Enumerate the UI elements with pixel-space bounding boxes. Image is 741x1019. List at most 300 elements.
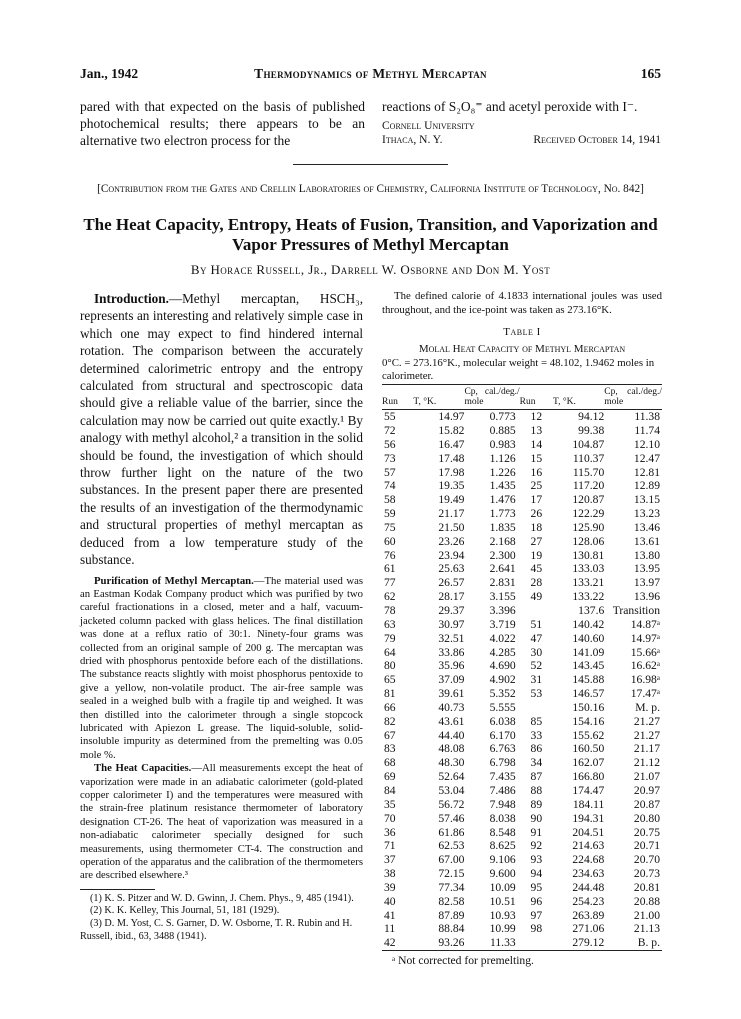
heat-capacity-cell: 7.486: [489, 783, 516, 797]
table-row: [382, 895, 662, 909]
temperature-cell: 140.60: [572, 631, 605, 645]
heat-capacity-cell: 21.07: [633, 770, 660, 784]
temperature-cell: 141.09: [572, 645, 605, 659]
heat-capacity-cell: 13.46: [633, 520, 660, 534]
heat-capacity-cell: 11.38: [634, 410, 660, 424]
run-cell: 62: [384, 590, 396, 604]
heat-capacity-cell: 5.555: [489, 700, 516, 714]
run-cell: [520, 604, 553, 618]
temperature-cell: 271.06: [572, 922, 605, 936]
table-row: [382, 936, 662, 950]
temperature-cell: 67.00: [438, 853, 465, 867]
run-cell: 80: [384, 659, 396, 673]
temperature-cell: 48.08: [438, 742, 465, 756]
temperature-cell: 33.86: [438, 645, 465, 659]
run-cell: 89: [530, 797, 543, 811]
heat-capacity-cell: 20.80: [633, 811, 660, 825]
heat-capacity-cell: 9.600: [489, 867, 516, 881]
run-cell: 56: [384, 437, 396, 451]
table-row: [382, 756, 662, 770]
previous-article-text: pared with that expected on the basis of published photochemical results; there appears to be an alternative two electron process for the: [80, 99, 365, 148]
run-cell: 38: [384, 867, 396, 881]
table-row: [382, 922, 662, 936]
temperature-cell: 82.58: [438, 894, 465, 908]
table-row: [382, 590, 662, 604]
heat-capacity-table: [382, 384, 662, 951]
temperature-cell: 88.84: [438, 922, 465, 936]
temperature-cell: 52.64: [438, 770, 465, 784]
run-cell: 69: [384, 770, 396, 784]
heat-capacity-cell: 4.285: [489, 645, 516, 659]
footnote-rule: [80, 889, 155, 890]
heat-capacity-cell: 13.15: [633, 493, 660, 507]
run-cell: 53: [530, 687, 543, 701]
run-cell: 75: [384, 520, 396, 534]
run-cell: 12: [530, 410, 543, 424]
heat-capacity-cell: 21.27: [633, 728, 660, 742]
heat-capacity-cell: 21.12: [633, 756, 660, 770]
temperature-cell: 150.16: [572, 700, 605, 714]
temperature-cell: 19.35: [438, 479, 465, 493]
heat-capacity-cell: 21.00: [633, 908, 660, 922]
run-cell: 58: [384, 493, 396, 507]
table-row: [382, 853, 662, 867]
table-row: [382, 659, 662, 673]
heat-capacity-cell: 12.89: [633, 479, 660, 493]
run-cell: 84: [384, 783, 396, 797]
footnote-3: (3) D. M. Yost, C. S. Garner, D. W. Osborne, T. R. Rubin and H. Russell, ibid., 63, 3488 (1941).: [80, 918, 353, 942]
run-cell: 70: [384, 811, 396, 825]
temperature-cell: 37.09: [438, 673, 465, 687]
table-caption: Table I: [503, 326, 541, 339]
heat-capacity-cell: 11.74: [634, 424, 660, 438]
run-cell: 13: [530, 424, 543, 438]
table-row: [382, 632, 662, 646]
temperature-cell: 99.38: [578, 424, 605, 438]
table-row: [382, 687, 662, 701]
col-run: Run: [382, 385, 413, 410]
heat-capacity-cell: 10.93: [489, 908, 516, 922]
run-cell: 37: [384, 853, 396, 867]
affiliation-block: [382, 119, 661, 147]
previous-article-text-right: reactions of S₂O₈⁼ and acetyl peroxide with I⁻.: [382, 99, 638, 114]
run-cell: 90: [530, 811, 543, 825]
temperature-cell: 117.20: [572, 479, 605, 493]
temperature-cell: 44.40: [438, 728, 465, 742]
heat-capacity-cell: 7.948: [489, 797, 516, 811]
table-row: [382, 424, 662, 438]
address-line: [382, 133, 661, 147]
run-cell: 72: [384, 424, 396, 438]
heat-capacity-cell: 21.13: [633, 922, 660, 936]
heat-capacity-cell: 17.47ᵃ: [630, 687, 660, 701]
heat-capacity-cell: 4.902: [489, 673, 516, 687]
run-cell: 88: [530, 783, 543, 797]
run-cell: 35: [384, 797, 396, 811]
run-cell: 11: [384, 922, 396, 936]
run-cell: 14: [530, 437, 543, 451]
table-row: [382, 881, 662, 895]
table-row: [382, 618, 662, 632]
run-cell: 59: [384, 507, 396, 521]
temperature-cell: 53.04: [438, 783, 465, 797]
intro-text: —Methyl mercaptan, HSCH₃, represents an interesting and relatively simple case in which one may expect to find hindered internal rotation. The comparison between the accurately determined calorimetric entropy and the entropy calculated from structural and spectroscopic data should give a reliable value of the barrier, since the calculation may now be carried out quite exactly.¹ By analogy with methyl alcohol,² a transition in the solid should be found, the investigation of which should throw further light on the nature of the two substances. In the present paper there are presented the results of an investigation of the thermodynamic and structural properties of methyl mercaptan as deduced from a low temperature study of the substance.: [80, 291, 363, 568]
heat-capacity-cell: 7.435: [489, 770, 516, 784]
table-body: [382, 410, 662, 951]
run-cell: 86: [530, 742, 543, 756]
table-row: [382, 909, 662, 923]
run-cell: 47: [530, 631, 543, 645]
right-column: [382, 290, 662, 969]
page-header: [80, 66, 661, 84]
temperature-cell: 26.57: [438, 576, 465, 590]
heat-capacity-cell: 1.476: [489, 493, 516, 507]
run-cell: 49: [530, 590, 543, 604]
temperature-cell: 128.06: [572, 534, 605, 548]
run-cell: 16: [530, 465, 543, 479]
temperature-cell: 93.26: [438, 936, 465, 950]
heat-capacity-cell: 20.87: [633, 797, 660, 811]
table-row: [382, 549, 662, 563]
run-cell: 74: [384, 479, 396, 493]
run-cell: 55: [384, 410, 396, 424]
run-cell: 87: [530, 770, 543, 784]
temperature-cell: 133.03: [572, 562, 605, 576]
heat-capacity-cell: 13.23: [633, 507, 660, 521]
temperature-cell: 234.63: [572, 867, 605, 881]
intro-heading: Introduction.: [94, 291, 169, 306]
temperature-cell: 125.90: [572, 520, 605, 534]
heat-capacities-heading: The Heat Capacities.: [94, 762, 192, 775]
previous-article-end-right: [382, 98, 661, 147]
table-row: [382, 673, 662, 687]
temperature-cell: 279.12: [572, 936, 605, 950]
heat-capacity-cell: 4.690: [489, 659, 516, 673]
temperature-cell: 29.37: [438, 604, 465, 617]
temperature-cell: 166.80: [572, 770, 605, 784]
table-row: [382, 812, 662, 826]
heat-capacity-cell: 20.75: [633, 825, 660, 839]
heat-capacities-text: —All measurements except the heat of vaporization were made in an adiabatic calorimeter (gold-plated copper calorimeter I) and the temperatures were measured with the strain-free platinum resistance thermometer of laboratory designation CT-26. The heat of vaporization was measured in a non-adiabatic calorimeter specially designed for such measurements, using thermometer CT-4. The construction and operation of the apparatus and the calibration of the thermometers are described elsewhere.³: [80, 762, 363, 882]
col-heat-capacity: Cp, cal./deg./ mole: [464, 385, 519, 410]
temperature-cell: 35.96: [438, 659, 465, 673]
temperature-cell: 140.42: [572, 617, 605, 631]
heat-capacity-cell: 10.09: [489, 880, 516, 894]
run-cell: 63: [384, 617, 396, 631]
temperature-cell: 62.53: [438, 839, 465, 853]
purification-heading: Purification of Methyl Mercaptan.: [94, 574, 254, 587]
heat-capacity-cell: 0.885: [489, 424, 516, 438]
run-cell: 45: [530, 562, 543, 576]
temperature-cell: 184.11: [572, 797, 605, 811]
temperature-cell: 21.50: [438, 520, 465, 534]
heat-capacity-cell: 3.719: [489, 617, 516, 631]
temperature-cell: 61.86: [438, 825, 465, 839]
table-row: [382, 576, 662, 590]
temperature-cell: 94.12: [578, 410, 605, 424]
heat-capacity-cell: 12.47: [633, 451, 660, 465]
table-note: 0°C. = 273.16°K., molecular weight = 48.102, 1.9462 moles in calorimeter.: [382, 357, 655, 382]
heat-capacity-cell: 4.022: [489, 631, 516, 645]
table-row: [382, 438, 662, 452]
run-cell: 15: [530, 451, 543, 465]
heat-capacity-cell: 20.81: [633, 880, 660, 894]
run-cell: 41: [384, 908, 396, 922]
article-title: The Heat Capacity, Entropy, Heats of Fusion, Transition, and Vaporization and Vapor Pressures of Methyl Mercaptan: [83, 215, 658, 254]
temperature-cell: 72.15: [438, 867, 465, 881]
heat-capacity-cell: 20.71: [633, 839, 660, 853]
institution: Cornell University: [382, 120, 475, 132]
heat-capacity-cell: 2.300: [489, 548, 516, 562]
table-row: [382, 770, 662, 784]
temperature-cell: 104.87: [572, 437, 605, 451]
run-cell: 33: [530, 728, 543, 742]
temperature-cell: 15.82: [438, 424, 465, 438]
temperature-cell: 120.87: [572, 493, 605, 507]
run-cell: 61: [384, 562, 396, 576]
temperature-cell: 39.61: [438, 687, 465, 701]
footnotes: [80, 893, 363, 943]
defined-calorie-note: The defined calorie of 4.1833 international joules was used throughout, and the ice-point was taken as 273.16°K.: [382, 290, 662, 316]
col-temperature: T, °K.: [413, 385, 464, 410]
run-cell: 36: [384, 825, 396, 839]
temperature-cell: 14.97: [438, 410, 465, 424]
heat-capacity-cell: 8.625: [489, 839, 516, 853]
heat-capacity-cell: 13.95: [633, 562, 660, 576]
run-cell: 76: [384, 548, 396, 562]
run-cell: 42: [384, 936, 396, 950]
run-cell: 95: [530, 880, 543, 894]
temperature-cell: 130.81: [572, 548, 605, 562]
address: Ithaca, N. Y.: [382, 134, 443, 146]
run-cell: 81: [384, 687, 396, 701]
table-row: [382, 410, 662, 424]
heat-capacity-cell: 8.548: [489, 825, 516, 839]
table-row: [382, 867, 662, 881]
run-cell: 68: [384, 756, 396, 770]
heat-capacity-cell: 8.038: [489, 811, 516, 825]
temperature-cell: 133.22: [572, 590, 605, 604]
table-row: [382, 729, 662, 743]
issue-date: Jan., 1942: [80, 66, 139, 81]
temperature-cell: 21.17: [438, 507, 465, 521]
heat-capacity-cell: 9.106: [489, 853, 516, 867]
heat-capacity-cell: 0.773: [489, 410, 516, 424]
heat-capacity-cell: 14.97ᵃ: [630, 631, 660, 645]
heat-capacity-cell: 20.88: [633, 894, 660, 908]
run-cell: 94: [530, 867, 543, 881]
table-footnote: ᵃ Not corrected for premelting.: [392, 954, 534, 968]
heat-capacity-cell: 13.96: [633, 590, 660, 604]
table-row: [382, 701, 662, 715]
heat-capacity-cell: 21.27: [633, 714, 660, 728]
run-cell: 52: [530, 659, 543, 673]
table-row: [382, 507, 662, 521]
footnote-2: (2) K. K. Kelley, This Journal, 51, 181 (1929).: [90, 905, 280, 917]
temperature-cell: 162.07: [572, 756, 605, 770]
temperature-cell: 25.63: [438, 562, 465, 576]
run-cell: 39: [384, 880, 396, 894]
run-cell: 98: [530, 922, 543, 936]
col-run-2: Run: [520, 385, 553, 410]
methods-section: [80, 575, 363, 883]
run-cell: 25: [530, 479, 543, 493]
heat-capacity-cell: 1.773: [489, 507, 516, 521]
heat-capacity-cell: B. p.: [637, 936, 660, 950]
heat-capacity-cell: 12.10: [633, 437, 660, 451]
run-cell: 18: [530, 520, 543, 534]
run-cell: 96: [530, 894, 543, 908]
temperature-cell: 19.49: [438, 493, 465, 507]
temperature-cell: 160.50: [572, 742, 605, 756]
heat-capacity-cell: 6.170: [489, 728, 516, 742]
temperature-cell: 204.51: [572, 825, 605, 839]
running-title: Thermodynamics of Methyl Mercaptan: [254, 66, 487, 81]
temperature-cell: 48.30: [438, 756, 465, 770]
heat-capacity-cell: 1.435: [489, 479, 516, 493]
temperature-cell: 174.47: [572, 783, 605, 797]
temperature-cell: 224.68: [572, 853, 605, 867]
run-cell: 27: [530, 534, 543, 548]
run-cell: 19: [530, 548, 543, 562]
run-cell: 28: [530, 576, 543, 590]
heat-capacity-cell: 3.155: [489, 590, 516, 604]
run-cell: 67: [384, 728, 396, 742]
run-cell: 97: [530, 908, 543, 922]
heat-capacity-cell: 13.61: [633, 534, 660, 548]
heat-capacity-cell: 3.396: [489, 604, 516, 617]
contribution-line: [Contribution from the Gates and Crellin Laboratories of Chemistry, California Institute of Technology, No. 842]: [97, 183, 644, 195]
heat-capacity-cell: 20.97: [633, 783, 660, 797]
temperature-cell: 244.48: [572, 880, 605, 894]
run-cell: [520, 936, 553, 950]
heat-capacity-cell: 6.798: [489, 756, 516, 770]
table-row: [382, 466, 662, 480]
temperature-cell: 155.62: [572, 728, 605, 742]
temperature-cell: 32.51: [438, 631, 465, 645]
temperature-cell: 137.6: [578, 604, 605, 617]
heat-capacity-cell: 20.70: [633, 853, 660, 867]
run-cell: 40: [384, 894, 396, 908]
purification-text: —The material used was an Eastman Kodak Company product which was purified by two careful fractionations in a closed, meter and a half, vacuum-jacketed column packed with glass helices. The final distillation was done at a reflux ratio of 30:1. Ninety-four grams was collected from an original sample of 200 g. The mercaptan was dried with phosphorus pentoxide before each of the distillations. The substance reacts slightly with moist phosphorus pentoxide to give a yellow, non-volatile product. The air-free sample was sealed in a weighed bulb with a fragile tip and weighed. It was then distilled into the calorimeter through a single stopcock lubricated with Apiezon L grease. The liquid-soluble, solid-insoluble impurity as determined from the premelting was 0.05 mole %.: [80, 574, 363, 761]
temperature-cell: 263.89: [572, 908, 605, 922]
heat-capacity-cell: 20.73: [633, 867, 660, 881]
run-cell: 82: [384, 714, 396, 728]
left-column: [80, 290, 363, 943]
heat-capacity-cell: 12.81: [633, 465, 660, 479]
table-row: [382, 493, 662, 507]
heat-capacity-cell: 11.33: [490, 936, 516, 950]
run-cell: 65: [384, 673, 396, 687]
page-number: 165: [640, 66, 661, 81]
run-cell: 79: [384, 631, 396, 645]
author-line: By Horace Russell, Jr., Darrell W. Osborne and Don M. Yost: [190, 262, 551, 277]
introduction-section: [80, 290, 363, 569]
run-cell: 26: [530, 507, 543, 521]
heat-capacity-cell: 21.17: [633, 742, 660, 756]
temperature-cell: 214.63: [572, 839, 605, 853]
heat-capacity-cell: 10.51: [489, 894, 516, 908]
col-heat-capacity-2: Cp, cal./deg./ mole: [604, 385, 662, 410]
heat-capacity-cell: 1.835: [489, 520, 516, 534]
heat-capacity-cell: 5.352: [489, 687, 516, 701]
temperature-cell: 16.47: [438, 437, 465, 451]
run-cell: 57: [384, 465, 396, 479]
run-cell: [520, 701, 553, 715]
run-cell: 17: [530, 493, 543, 507]
table-row: [382, 742, 662, 756]
temperature-cell: 145.88: [572, 673, 605, 687]
temperature-cell: 28.17: [438, 590, 465, 604]
temperature-cell: 143.45: [572, 659, 605, 673]
temperature-cell: 146.57: [572, 687, 605, 701]
table-title: Molal Heat Capacity of Methyl Mercaptan: [418, 343, 626, 356]
run-cell: 83: [384, 742, 396, 756]
temperature-cell: 254.23: [572, 894, 605, 908]
run-cell: 91: [530, 825, 543, 839]
heat-capacity-cell: Transition: [612, 604, 660, 617]
temperature-cell: 110.37: [572, 451, 605, 465]
run-cell: 60: [384, 534, 396, 548]
table-row: [382, 479, 662, 493]
heat-capacity-cell: 0.983: [489, 437, 516, 451]
temperature-cell: 17.98: [438, 465, 465, 479]
temperature-cell: 30.97: [438, 617, 465, 631]
table-row: [382, 604, 662, 618]
heat-capacity-cell: 6.763: [489, 742, 516, 756]
heat-capacity-cell: 6.038: [489, 714, 516, 728]
received-date: Received October 14, 1941: [533, 134, 661, 146]
heat-capacity-cell: 1.226: [489, 465, 516, 479]
temperature-cell: 133.21: [572, 576, 605, 590]
temperature-cell: 194.31: [572, 811, 605, 825]
footnote-1: (1) K. S. Pitzer and W. D. Gwinn, J. Chem. Phys., 9, 485 (1941).: [90, 892, 354, 904]
heat-capacity-cell: 1.126: [489, 451, 516, 465]
temperature-cell: 115.70: [572, 465, 605, 479]
table-row: [382, 646, 662, 660]
table-header-row: [382, 385, 662, 410]
heat-capacity-cell: 2.168: [489, 534, 516, 548]
table-row: [382, 784, 662, 798]
heat-capacity-cell: M. p.: [635, 700, 660, 714]
temperature-cell: 17.48: [438, 451, 465, 465]
heat-capacity-cell: 13.97: [633, 576, 660, 590]
run-cell: 64: [384, 645, 396, 659]
table-row: [382, 535, 662, 549]
table-row: [382, 562, 662, 576]
run-cell: 71: [384, 839, 396, 853]
temperature-cell: 122.29: [572, 507, 605, 521]
run-cell: 92: [530, 839, 543, 853]
table-row: [382, 826, 662, 840]
table-row: [382, 715, 662, 729]
run-cell: 30: [530, 645, 543, 659]
temperature-cell: 23.26: [438, 534, 465, 548]
divider-rule: [293, 164, 448, 165]
run-cell: 51: [530, 617, 543, 631]
heat-capacity-cell: 10.99: [489, 922, 516, 936]
run-cell: 77: [384, 576, 396, 590]
run-cell: 93: [530, 853, 543, 867]
run-cell: 78: [384, 604, 396, 617]
table-row: [382, 798, 662, 812]
temperature-cell: 57.46: [438, 811, 465, 825]
heat-capacity-cell: 14.87ᵃ: [630, 617, 660, 631]
table-row: [382, 521, 662, 535]
heat-capacity-cell: 13.80: [633, 548, 660, 562]
heat-capacity-cell: 2.641: [489, 562, 516, 576]
temperature-cell: 77.34: [438, 880, 465, 894]
